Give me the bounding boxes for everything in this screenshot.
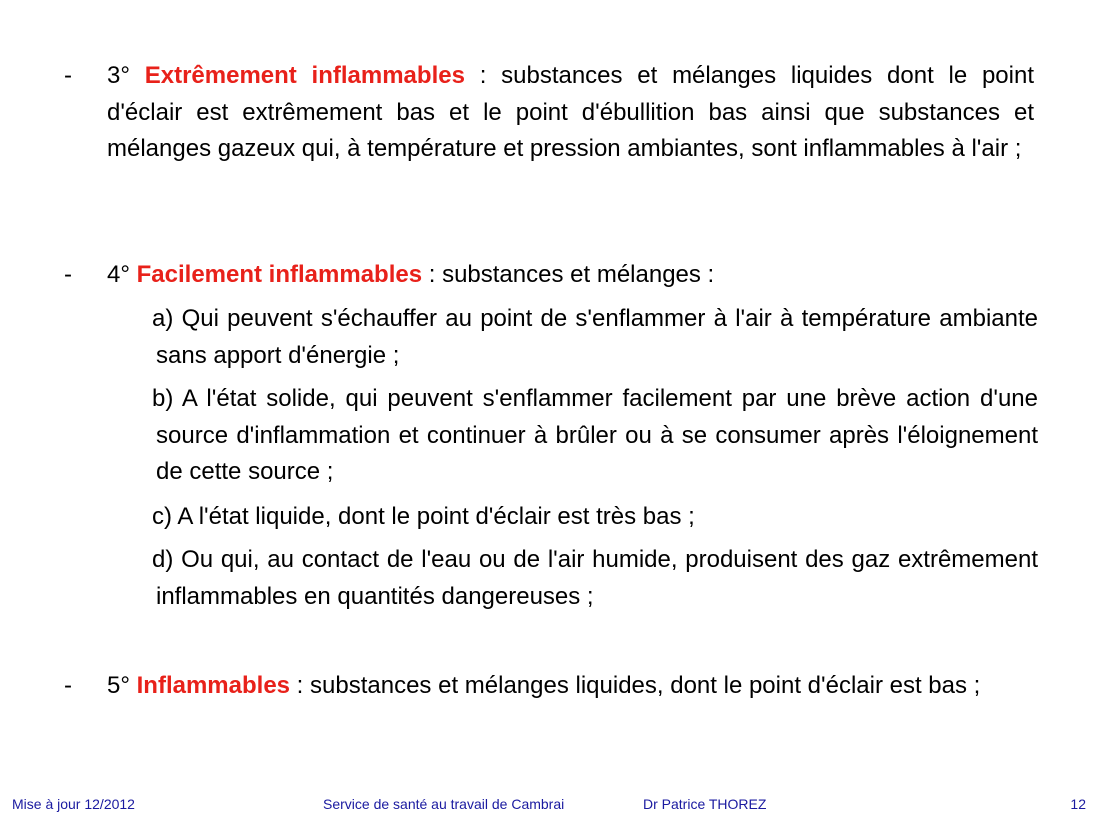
bullet-dash: -: [64, 261, 72, 288]
subitem-a: a) Qui peuvent s'échauffer au point de s'enflammer à l'air à température ambiante sans apport d'énergie ;: [152, 305, 1038, 369]
bullet-dash: -: [64, 672, 72, 699]
list-item-5: [64, 668, 1034, 705]
item-text: [107, 257, 1034, 294]
item-definition: : substances et mélanges liquides, dont le point d'éclair est bas ;: [290, 672, 981, 699]
item-text: [107, 668, 1034, 705]
footer-page-number: 12: [1070, 796, 1086, 812]
footer-service: Service de santé au travail de Cambrai: [323, 796, 565, 812]
item-number: 4°: [107, 261, 130, 288]
keyword-term: Extrêmement inflammables: [144, 62, 465, 89]
item-text: [107, 58, 1034, 168]
footer-author: Dr Patrice THOREZ: [643, 796, 767, 812]
item-definition: : substances et mélanges :: [422, 261, 715, 288]
subitem-c: c) A l'état liquide, dont le point d'éclair est très bas ;: [152, 503, 695, 530]
keyword-term: Inflammables: [136, 672, 291, 699]
subitem-d: d) Ou qui, au contact de l'eau ou de l'air humide, produisent des gaz extrêmement inflammables en quantités dangereuses ;: [152, 546, 1038, 610]
list-item-4: [64, 257, 1034, 294]
footer-update-date: Mise à jour 12/2012: [12, 796, 135, 812]
subitem-b: b) A l'état solide, qui peuvent s'enflammer facilement par une brève action d'une source d'inflammation et continuer à brûler ou à se consumer après l'éloignement de cette source ;: [152, 385, 1038, 485]
item-number: 5°: [107, 672, 130, 699]
item-number: 3°: [107, 62, 130, 89]
item-definition: : substances et mélanges liquides dont le point d'éclair est extrêmement bas et le point d'ébullition bas ainsi que substances et mélanges gazeux qui, à température et pression ambiantes, sont inflammables à l'air ;: [107, 62, 1034, 162]
list-item-3: [64, 58, 1034, 168]
bullet-dash: -: [64, 62, 72, 89]
keyword-term: Facilement inflammables: [136, 261, 423, 288]
